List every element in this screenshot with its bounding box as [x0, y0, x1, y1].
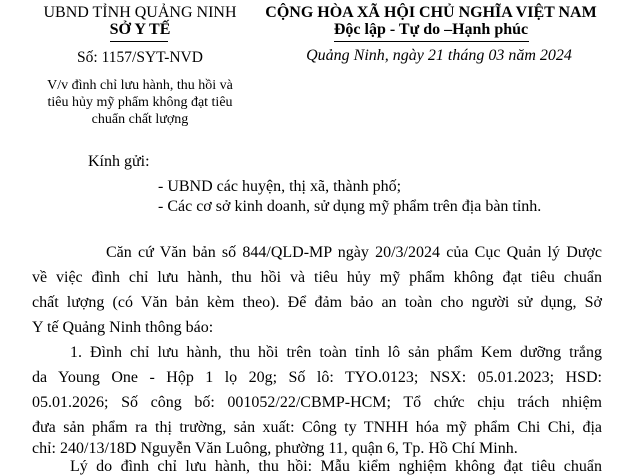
national-motto: Độc lập - Tự do –Hạnh phúc — [333, 21, 529, 38]
nation-title: CỘNG HÒA XÃ HỘI CHỦ NGHĨA VIỆT NAM — [265, 4, 597, 21]
body-line: chất lượng (có Văn bản kèm theo). Để đảm bảo an toàn cho người sử dụng, Sở — [32, 294, 602, 311]
subject-line: chuẩn chất lượng — [91, 112, 189, 127]
recipient-item: - UBND các huyện, thị xã, thành phố; — [158, 178, 402, 195]
recipient-item: - Các cơ sở kinh doanh, sử dụng mỹ phẩm trên địa bàn tỉnh. — [158, 198, 542, 215]
body-line: chỉ: 240/13/18D Nguyễn Văn Luông, phường 11, quận 6, Tp. Hồ Chí Minh. — [32, 440, 518, 457]
body-line: 1. Đình chỉ lưu hành, thu hồi trên toàn tỉnh lô sản phẩm Kem dưỡng trắng — [70, 344, 602, 361]
recipients-label: Kính gửi: — [88, 153, 150, 170]
body-line-partial: Lý do đình chỉ lưu hành, thu hồi: Mẫu kiểm nghiệm không đạt tiêu chuẩn — [70, 458, 602, 475]
subject-line: tiêu hủy mỹ phẩm không đạt tiêu — [47, 95, 233, 110]
body-line: đưa sản phẩm ra thị trường, sản xuất: Công ty TNHH hóa mỹ phẩm Chi Chi, địa — [32, 419, 602, 436]
subject-line: V/v đình chỉ lưu hành, thu hồi và — [47, 78, 233, 93]
document-number: Số: 1157/SYT-NVD — [77, 49, 203, 66]
agency-underline — [110, 41, 168, 42]
body-line: 05.01.2026; Số công bố: 001052/22/CBMP-HCM; Tổ chức chịu trách nhiệm — [32, 394, 602, 411]
agency-main: SỞ Y TẾ — [109, 21, 171, 38]
body-line: Y tế Quảng Ninh thông báo: — [32, 319, 214, 336]
agency-parent: UBND TỈNH QUẢNG NINH — [43, 4, 237, 21]
body-line: về việc đình chỉ lưu hành, thu hồi và tiêu hủy mỹ phẩm không đạt tiêu chuẩn — [32, 269, 602, 286]
place-date: Quảng Ninh, ngày 21 tháng 03 năm 2024 — [306, 47, 572, 64]
body-line: Căn cứ Văn bản số 844/QLD-MP ngày 20/3/2024 của Cục Quản lý Dược — [106, 244, 602, 261]
body-line: da Young One - Hộp 1 lọ 20g; Số lô: TYO.0123; NSX: 05.01.2023; HSD: — [32, 369, 602, 386]
motto-underline — [334, 41, 529, 42]
